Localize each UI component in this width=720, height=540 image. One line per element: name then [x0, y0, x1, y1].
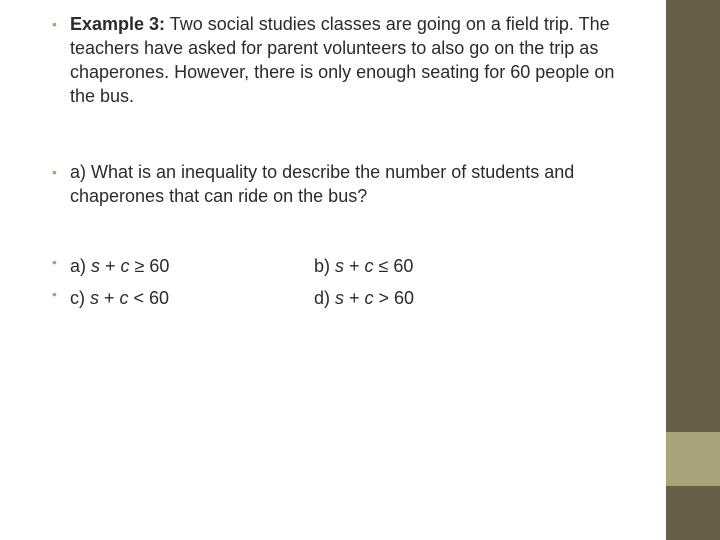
choice-b: b) s + c ≤ 60	[314, 256, 414, 276]
question-text: a) What is an inequality to describe the number of students and chaperones that can ride on the bus?	[70, 162, 575, 206]
example-bullet	[52, 12, 632, 108]
answer-choices	[52, 250, 472, 314]
sidebar-decoration-accent	[666, 432, 720, 486]
example-label: Example 3:	[70, 14, 166, 34]
bullet-icon: •	[52, 254, 57, 270]
example-body: Two social studies classes are going on a field trip. The teachers have asked for parent volunteers to also go on the trip as chaperones. However, there is only enough seating for 60 people on the bus.	[70, 14, 615, 106]
choice-a: a) s + c ≥ 60	[70, 256, 170, 276]
sidebar-decoration-top	[666, 0, 720, 432]
bullet-icon: •	[52, 16, 57, 32]
choice-row	[52, 250, 472, 282]
bullet-icon: •	[52, 164, 57, 180]
sidebar-decoration-bottom	[666, 486, 720, 540]
choice-d: d) s + c > 60	[314, 288, 415, 308]
bullet-icon: •	[52, 286, 57, 302]
question-bullet	[52, 160, 632, 208]
choice-c: c) s + c < 60	[70, 288, 170, 308]
example-text	[70, 12, 632, 108]
choice-row	[52, 282, 472, 314]
